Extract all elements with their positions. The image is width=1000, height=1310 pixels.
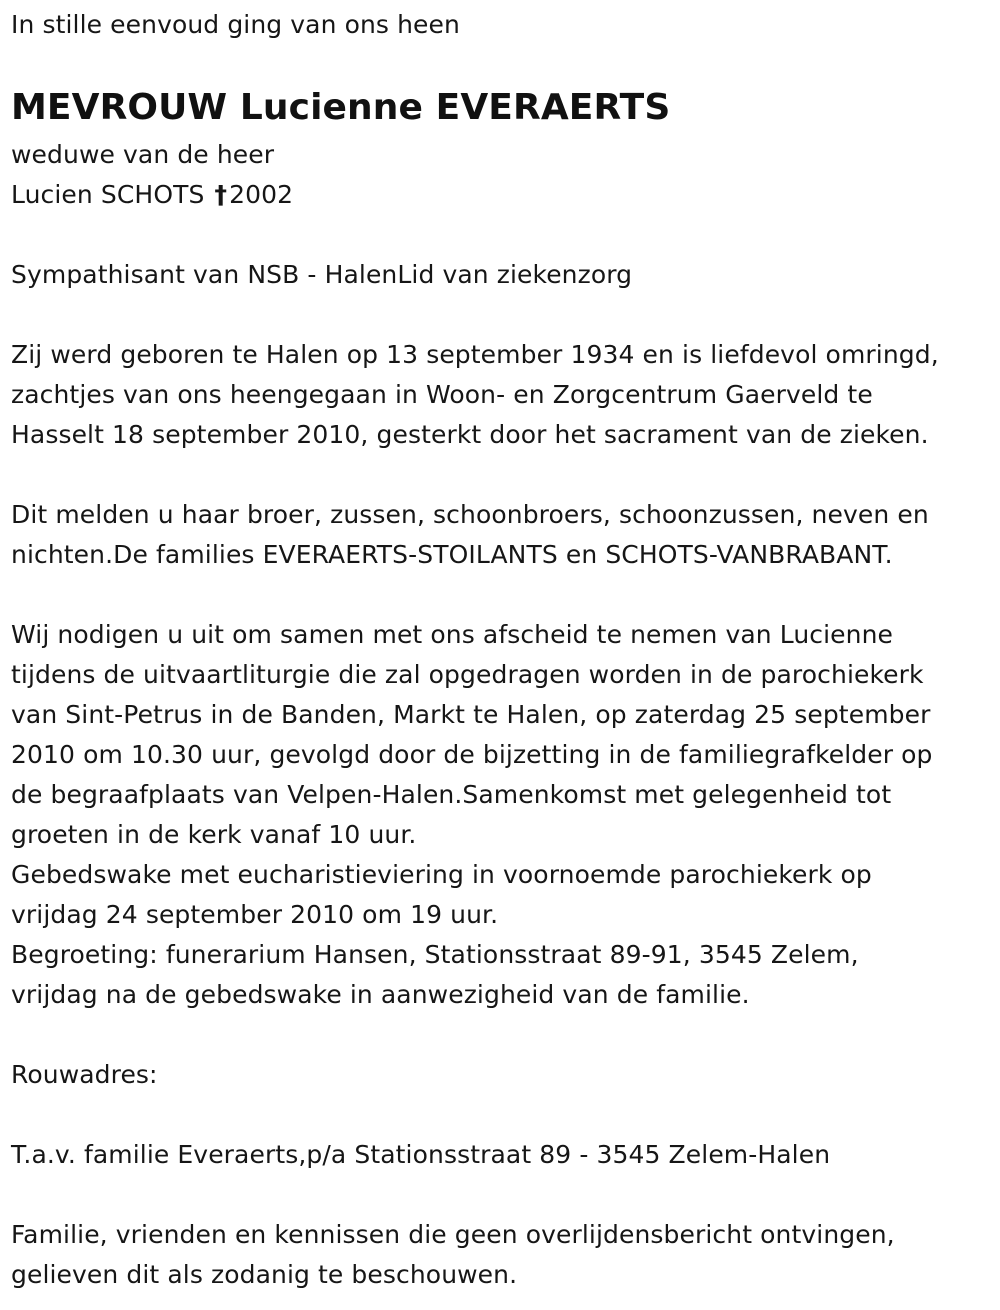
spacer	[11, 1015, 991, 1055]
paragraph-line: Wij nodigen u uit om samen met ons afscheid te nemen van Lucienne	[11, 620, 894, 649]
spouse-line-1: weduwe van de heer	[11, 140, 275, 169]
spouse-name: Lucien SCHOTS	[11, 180, 205, 209]
paragraph-line: vrijdag na de gebedswake in aanwezigheid van de familie.	[11, 980, 750, 1009]
paragraph-line: vrijdag 24 september 2010 om 19 uur.	[11, 900, 499, 929]
paragraph-line: groeten in de kerk vanaf 10 uur.	[11, 820, 417, 849]
spacer	[11, 215, 991, 255]
ceremony-paragraph	[11, 615, 991, 1015]
paragraph-line: 2010 om 10.30 uur, gevolgd door de bijzetting in de familiegrafkelder op	[11, 740, 933, 769]
paragraph-line: Gebedswake met eucharistieviering in voornoemde parochiekerk op	[11, 860, 872, 889]
paragraph-line: de begraafplaats van Velpen-Halen.Samenkomst met gelegenheid tot	[11, 780, 892, 809]
spacer	[11, 1175, 991, 1215]
paragraph-line: zachtjes van ons heengegaan in Woon- en Zorgcentrum Gaerveld te	[11, 380, 873, 409]
paragraph-line: van Sint-Petrus in de Banden, Markt te Halen, op zaterdag 25 september	[11, 700, 931, 729]
cross-icon: †	[214, 180, 228, 209]
spacer	[11, 1095, 991, 1135]
paragraph-line: nichten.De families EVERAERTS-STOILANTS en SCHOTS-VANBRABANT.	[11, 540, 893, 569]
paragraph-line: Zij werd geboren te Halen op 13 september 1934 en is liefdevol omringd,	[11, 340, 939, 369]
paragraph-line: gelieven dit als zodanig te beschouwen.	[11, 1260, 518, 1289]
paragraph-line: Hasselt 18 september 2010, gesterkt door het sacrament van de zieken.	[11, 420, 929, 449]
paragraph-line: Familie, vrienden en kennissen die geen overlijdensbericht ontvingen,	[11, 1220, 895, 1249]
address-label: Rouwadres:	[11, 1060, 158, 1089]
birth-paragraph	[11, 335, 991, 455]
spouse-line-2	[11, 175, 991, 215]
closing-paragraph	[11, 1215, 991, 1295]
deceased-name: MEVROUW Lucienne EVERAERTS	[11, 87, 671, 128]
intro-line: In stille eenvoud ging van ons heen	[11, 10, 460, 39]
mourning-address: T.a.v. familie Everaerts,p/a Stationsstraat 89 - 3545 Zelem-Halen	[11, 1140, 831, 1169]
spouse-death-year: 2002	[229, 180, 294, 209]
spacer	[11, 455, 991, 495]
family-paragraph	[11, 495, 991, 575]
spacer	[11, 295, 991, 335]
paragraph-line: Begroeting: funerarium Hansen, Stationsstraat 89-91, 3545 Zelem,	[11, 940, 859, 969]
obituary-text	[11, 0, 991, 1295]
spacer	[11, 575, 991, 615]
paragraph-line: Dit melden u haar broer, zussen, schoonbroers, schoonzussen, neven en	[11, 500, 929, 529]
paragraph-line: tijdens de uitvaartliturgie die zal opgedragen worden in de parochiekerk	[11, 660, 924, 689]
affiliation-line: Sympathisant van NSB - HalenLid van ziekenzorg	[11, 260, 633, 289]
